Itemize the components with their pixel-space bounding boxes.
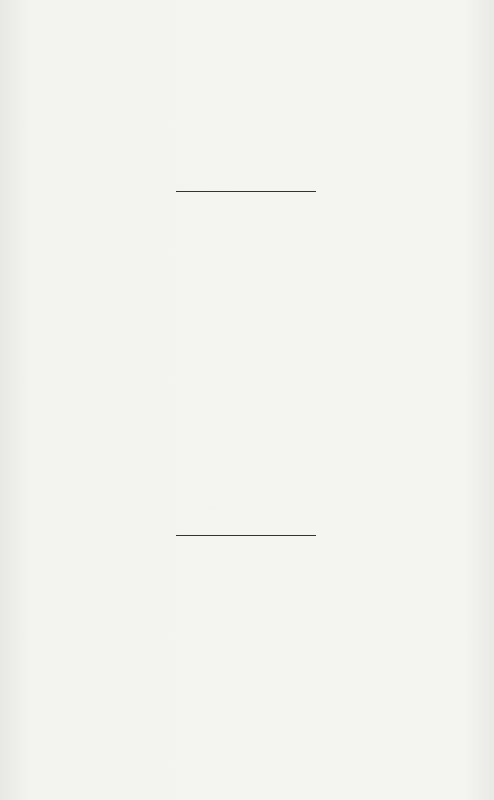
entry-5789 [66,606,466,621]
entry-5788 [66,367,466,382]
section-divider [176,535,316,536]
page-header [0,40,494,56]
entry-5787 [66,245,466,261]
section-divider [176,191,316,192]
note-5788 [66,414,466,427]
note-5787 [66,307,466,320]
